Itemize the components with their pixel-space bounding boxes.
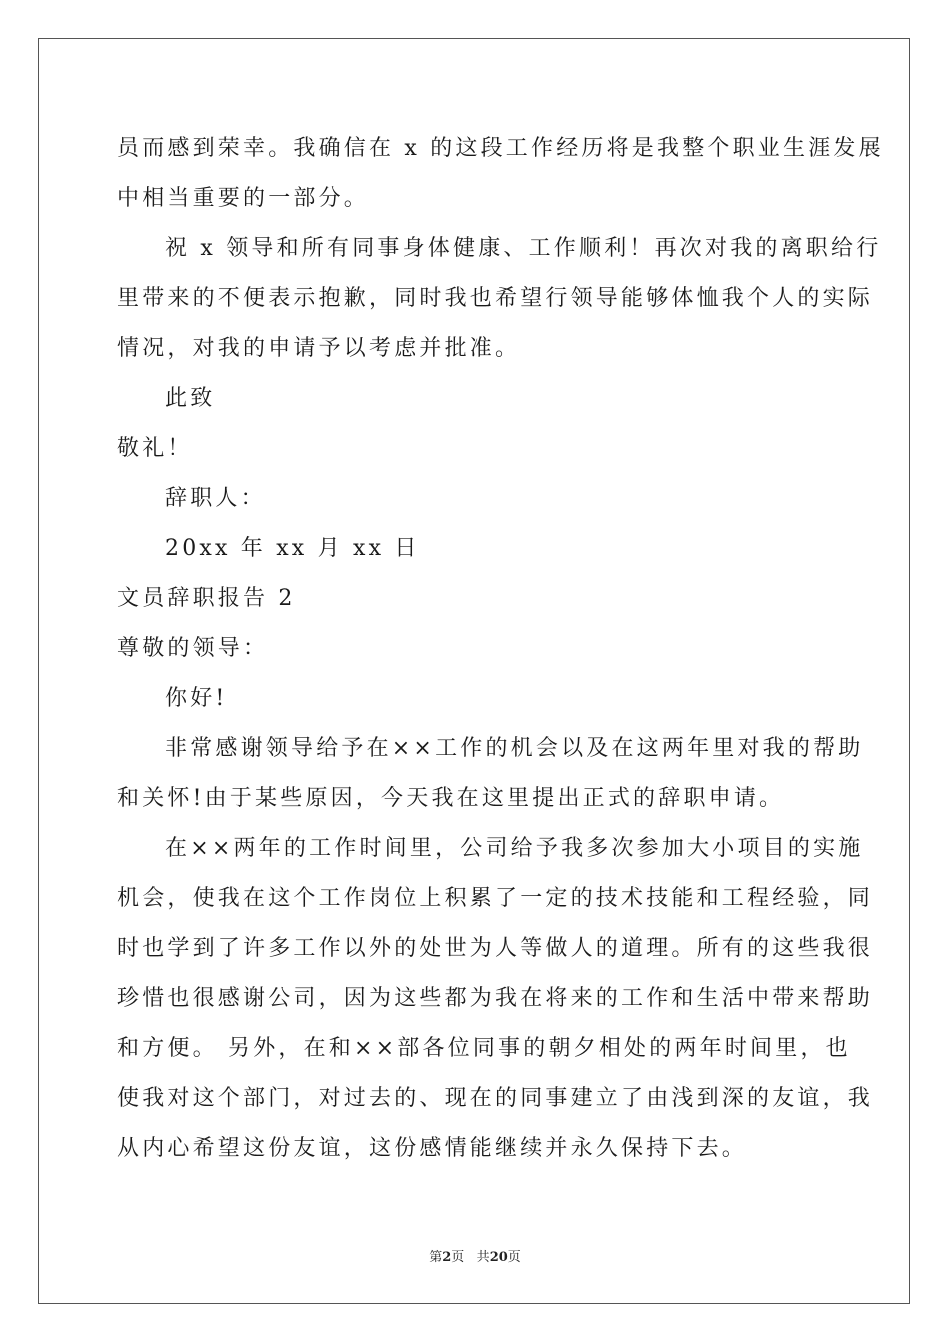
text-line: 和关怀!由于某些原因，今天我在这里提出正式的辞职申请。 xyxy=(117,786,785,811)
text-line: 机会，使我在这个工作岗位上积累了一定的技术技能和工程经验，同 xyxy=(117,886,874,911)
document-body xyxy=(117,124,884,1174)
text-line: 你好! xyxy=(165,686,228,711)
text-line: 20xx 年 xx 月 xx 日 xyxy=(165,536,420,561)
text-line: 里带来的不便表示抱歉，同时我也希望行领导能够体恤我个人的实际 xyxy=(117,286,874,311)
text-line: 情况，对我的申请予以考虑并批准。 xyxy=(117,336,521,361)
text-line: 此致 xyxy=(165,386,216,411)
text-line: 尊敬的领导： xyxy=(117,636,269,661)
text-line: 和方便。 另外，在和××部各位同事的朝夕相处的两年时间里，也 xyxy=(117,1036,851,1061)
text-line: 时也学到了许多工作以外的处世为人等做人的道理。所有的这些我很 xyxy=(117,936,874,961)
page-label-suffix: 页 xyxy=(451,1250,465,1265)
total-pages: 20 xyxy=(489,1250,508,1265)
page-label-prefix: 第 xyxy=(429,1250,443,1265)
total-label-suffix: 页 xyxy=(507,1250,521,1265)
page-footer xyxy=(0,1246,950,1265)
text-line: 非常感谢领导给予在××工作的机会以及在这两年里对我的帮助 xyxy=(165,736,864,761)
total-label-prefix: 共 xyxy=(476,1250,490,1265)
text-line: 使我对这个部门，对过去的、现在的同事建立了由浅到深的友谊，我 xyxy=(117,1086,874,1111)
page-number: 2 xyxy=(442,1250,452,1265)
text-line: 员而感到荣幸。我确信在 x 的这段工作经历将是我整个职业生涯发展 xyxy=(117,136,884,161)
text-line: 中相当重要的一部分。 xyxy=(117,186,370,211)
text-line: 辞职人： xyxy=(165,486,266,511)
text-line: 文员辞职报告 2 xyxy=(117,586,296,611)
text-line: 在××两年的工作时间里，公司给予我多次参加大小项目的实施 xyxy=(165,836,864,861)
text-line: 敬礼！ xyxy=(117,436,193,461)
text-line: 从内心希望这份友谊，这份感情能继续并永久保持下去。 xyxy=(117,1136,748,1161)
text-line: 珍惜也很感谢公司，因为这些都为我在将来的工作和生活中带来帮助 xyxy=(117,986,874,1011)
text-line: 祝 x 领导和所有同事身体健康、工作顺利！再次对我的离职给行 xyxy=(165,236,882,261)
